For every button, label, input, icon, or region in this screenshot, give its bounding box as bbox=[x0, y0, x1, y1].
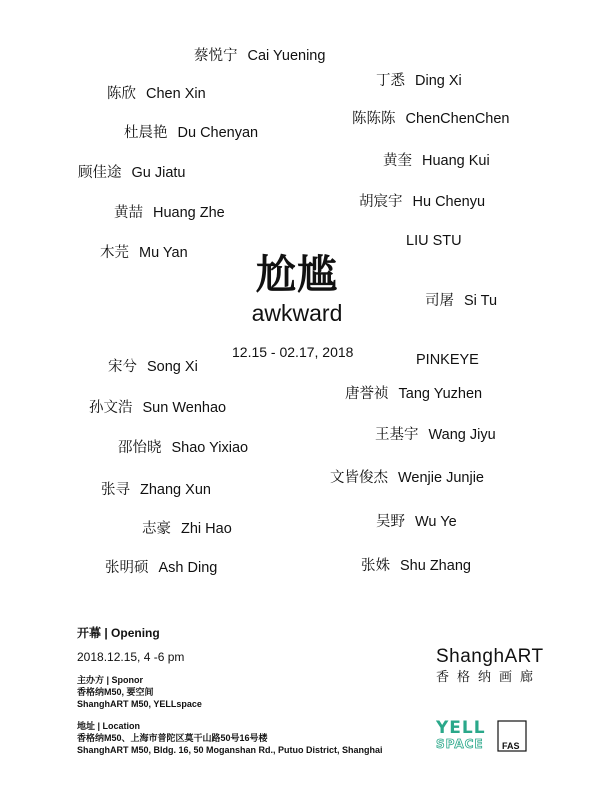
artist-pinkeye: PINKEYE bbox=[416, 352, 479, 368]
brand-chinese: 香格纳画廊 bbox=[436, 669, 542, 684]
artist-wang-jiyu: 王基宇 Wang Jiyu bbox=[375, 427, 496, 443]
artist-sun-wenhao: 孙文浩 Sun Wenhao bbox=[89, 400, 227, 416]
artist-tang-yuzhen: 唐誉祯 Tang Yuzhen bbox=[345, 386, 483, 402]
title-english: awkward bbox=[251, 300, 343, 326]
sponsor-line-1: 香格纳M50, 要空间 bbox=[77, 687, 154, 697]
artist-ash-ding: 张明硕 Ash Ding bbox=[105, 560, 218, 576]
location-line-2: ShanghART M50, Bldg. 16, 50 Moganshan Rd., Putuo District, Shanghai bbox=[77, 745, 383, 755]
title-chinese: 尬尴 bbox=[256, 252, 338, 298]
location-line-1: 香格纳M50、上海市普陀区莫干山路50号16号楼 bbox=[77, 733, 268, 743]
artist-song-xi: 宋兮 Song Xi bbox=[108, 359, 198, 375]
opening-time: 2018.12.15, 4 -6 pm bbox=[77, 650, 185, 664]
artist-chenchenchen: 陈陈陈 ChenChenChen bbox=[352, 111, 510, 127]
svg-text:YELL: YELL bbox=[436, 718, 486, 738]
artist-mu-yan: 木芫 Mu Yan bbox=[100, 245, 188, 261]
shanghart-logo bbox=[436, 646, 544, 686]
location-label: 地址 | Location bbox=[77, 721, 141, 731]
exhibition-dates: 12.15 - 02.17, 2018 bbox=[232, 344, 354, 360]
artist-du-chenyan: 杜晨艳 Du Chenyan bbox=[124, 125, 259, 141]
sponsor-line-2: ShanghART M50, YELLspace bbox=[77, 699, 202, 709]
fas-logo-text: FAS bbox=[502, 741, 520, 751]
yellspace-logo bbox=[436, 716, 492, 752]
svg-text:SPACE: SPACE bbox=[436, 737, 484, 751]
artist-wenjie-junjie: 文皆俊杰 Wenjie Junjie bbox=[330, 470, 484, 486]
brand-english: ShanghART bbox=[436, 646, 544, 667]
artist-zhi-hao: 志豪 Zhi Hao bbox=[142, 521, 232, 537]
exhibition-title bbox=[222, 252, 372, 326]
artist-wu-ye: 吴野 Wu Ye bbox=[376, 514, 457, 530]
artist-si-tu: 司屠 Si Tu bbox=[425, 293, 498, 309]
artist-cai-yuening: 蔡悦宁 Cai Yuening bbox=[194, 48, 326, 64]
artist-liu-stu: LIU STU bbox=[406, 233, 462, 249]
artist-hu-chenyu: 胡宸宇 Hu Chenyu bbox=[359, 194, 486, 210]
opening-label: 开幕 | Opening bbox=[77, 626, 160, 640]
artist-chen-xin: 陈欣 Chen Xin bbox=[107, 86, 206, 102]
artist-shu-zhang: 张姝 Shu Zhang bbox=[361, 558, 471, 574]
sponsor-label: 主办方 | Sponor bbox=[77, 675, 144, 685]
artist-ding-xi: 丁悉 Ding Xi bbox=[376, 73, 462, 89]
artist-huang-kui: 黄奎 Huang Kui bbox=[383, 153, 490, 169]
artist-gu-jiatu: 顾佳途 Gu Jiatu bbox=[78, 165, 186, 181]
artist-shao-yixiao: 邵怡晓 Shao Yixiao bbox=[118, 440, 249, 456]
artist-huang-zhe: 黄喆 Huang Zhe bbox=[114, 205, 225, 221]
artist-zhang-xun: 张寻 Zhang Xun bbox=[101, 482, 211, 498]
